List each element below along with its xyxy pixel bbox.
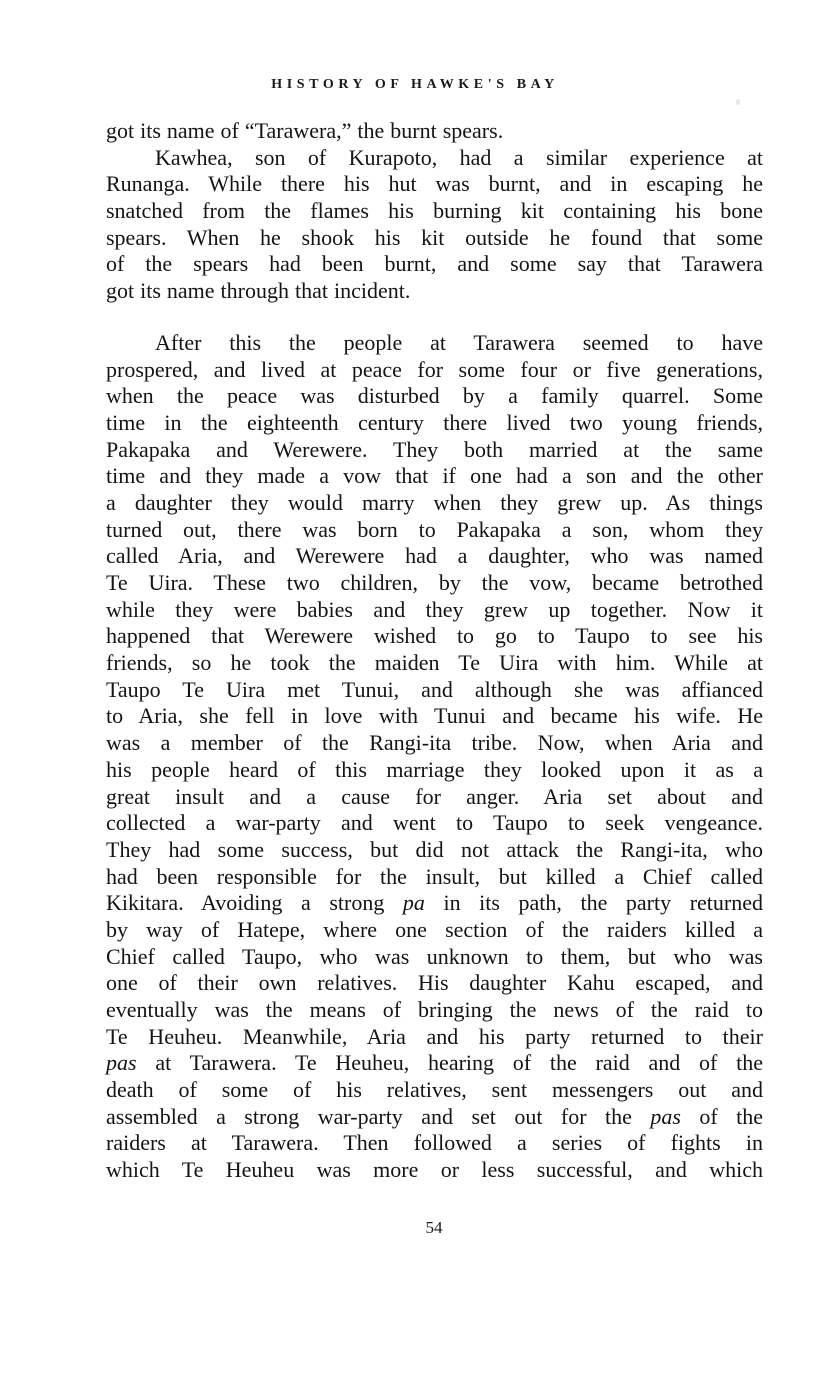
text-line: Te Uira. These two children, by the vow, became betrothed — [106, 570, 763, 595]
running-head: HISTORY OF HAWKE'S BAY — [271, 77, 559, 92]
text-line: happened that Werewere wished to go to Taupo to see his — [106, 623, 763, 649]
text-line: death of some of his relatives, sent messengers out and — [106, 1077, 763, 1103]
text-line: spears. When he shook his kit outside he found that some — [106, 224, 763, 250]
text-line: a daughter they would marry when they grew up. As things — [106, 489, 763, 515]
text-line: time in the eighteenth century there lived two young friends, — [106, 409, 763, 435]
text-line: Kawhea, son of Kurapoto, had a similar experience at — [155, 144, 763, 170]
text-line: time and they made a vow that if one had a son and the other — [106, 463, 763, 489]
text-line: when the peace was disturbed by a family quarrel. Some — [106, 383, 763, 409]
text-line: his people heard of this marriage they looked upon it as a — [106, 756, 763, 782]
text-line: while they were babies and they grew up together. Now it — [106, 596, 763, 622]
text-line: by way of Hatepe, where one section of the raiders killed a — [106, 916, 763, 942]
text-line: pas at Tarawera. Te Heuheu, hearing of the raid and of the — [106, 1050, 763, 1076]
text-line: snatched from the flames his burning kit containing his bone — [106, 198, 763, 224]
text-line: got its name of “Tarawera,” the burnt spears. — [106, 118, 504, 143]
text-line: Te Heuheu. Meanwhile, Aria and his party returned to their — [106, 1023, 763, 1049]
paper-speck — [736, 99, 740, 105]
text-line: collected a war-party and went to Taupo to seek vengeance. — [106, 810, 763, 836]
text-line: got its name through that incident. — [106, 278, 411, 304]
text-line: friends, so he took the maiden Te Uira with him. While at — [106, 650, 763, 676]
text-line: raiders at Tarawera. Then followed a series of fights in — [106, 1130, 763, 1156]
paragraph-gap — [106, 305, 763, 330]
body-text — [106, 118, 763, 1184]
page-number: 54 — [425, 1218, 443, 1237]
text-line: to Aria, she fell in love with Tunui and became his wife. He — [106, 703, 763, 729]
text-line: called Aria, and Werewere had a daughter, who was named — [106, 543, 763, 569]
text-line: one of their own relatives. His daughter Kahu escaped, and — [106, 970, 763, 996]
text-line: turned out, there was born to Pakapaka a son, whom they — [106, 516, 763, 542]
text-line: assembled a strong war-party and set out for the pas of the — [106, 1103, 764, 1129]
text-line: Taupo Te Uira met Tunui, and although she was affianced — [106, 676, 763, 702]
text-line: of the spears had been burnt, and some say that Tarawera — [106, 251, 763, 277]
text-line: prospered, and lived at peace for some four or five generations, — [106, 356, 763, 382]
text-line: which Te Heuheu was more or less successful, and which — [106, 1157, 763, 1183]
text-line: Kikitara. Avoiding a strong pa in its path, the party returned — [106, 890, 763, 916]
text-line: They had some success, but did not attack the Rangi-ita, who — [106, 836, 763, 862]
text-line: was a member of the Rangi-ita tribe. Now, when Aria and — [106, 730, 763, 756]
text-line: great insult and a cause for anger. Aria set about and — [106, 783, 763, 809]
text-line: Chief called Taupo, who was unknown to them, but who was — [106, 943, 763, 969]
text-line: After this the people at Tarawera seemed to have — [155, 329, 763, 355]
text-line: had been responsible for the insult, but killed a Chief called — [106, 863, 763, 889]
text-line: eventually was the means of bringing the news of the raid to — [106, 997, 763, 1022]
text-line: Runanga. While there his hut was burnt, and in escaping he — [106, 171, 763, 197]
text-line: Pakapaka and Werewere. They both married at the same — [106, 436, 763, 462]
